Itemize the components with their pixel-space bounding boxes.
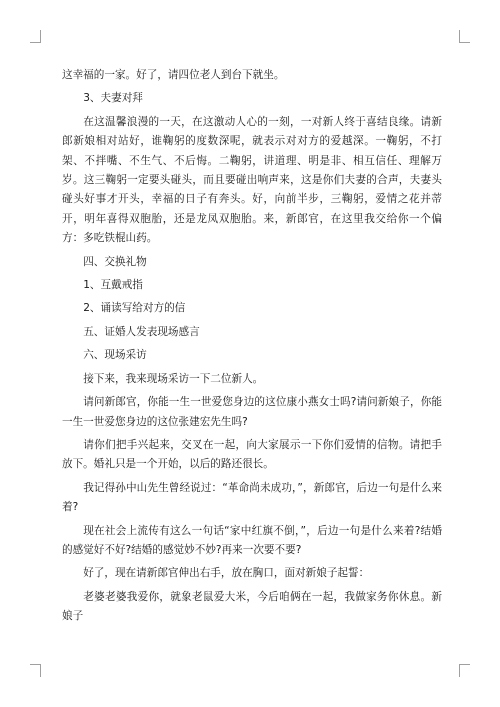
- heading-live-interview: 六、现场采访: [83, 349, 147, 362]
- paragraph-bow-ceremony: 在这温馨浪漫的一天，在这激动人心的一刻，一对新人终于喜结良缘。请新郎新娘相对站好，谁鞠躬的度数深呢，就表示对对方的爱越深。一鞠躬，不打架、不拌嘴、不生气、不后悔。二鞠躬，讲道理、明是非、相互信任、理解万岁。这三鞠躬一定要头碰头，而且要碰出响声来，这是你们夫妻的合声，夫妻头碰头好事才开头，幸福的日子有奔头。好，向前半步，三鞠躬，爱情之花并蒂开，明年喜得双胞胎，还是龙凤双胞胎。来，新郎官，在这里我交给你一个偏方：多吃铁棍山药。: [62, 115, 442, 245]
- item-exchange-rings: 1、互戴戒指: [83, 279, 143, 292]
- paragraph-saying: 现在社会上流传有这么一句话“家中红旗不倒，”，后边一句是什么来着?结婚的感觉好不好?结婚的感觉妙不妙?再来一次要不要?: [62, 524, 442, 556]
- crop-mark-top-left: [30, 30, 41, 43]
- heading-couple-bow: 3、夫妻对拜: [83, 92, 143, 105]
- paragraph-vow-question: 请问新郎官，你能一生一世爱您身边的这位康小燕女士吗?请问新娘子，你能一生一世爱您身边的这位张建宏先生吗?: [62, 396, 442, 428]
- crop-mark-bottom-left: [30, 664, 41, 677]
- heading-exchange-gifts: 四、交换礼物: [83, 255, 147, 268]
- paragraph-sun-quote: 我记得孙中山先生曾经说过：“革命尚未成功，”，新郎官，后边一句是什么来着?: [62, 481, 442, 514]
- paragraph-oath: 老婆老婆我爱你，就象老鼠爱大米，今后咱俩在一起，我做家务你休息。新娘子: [62, 590, 442, 623]
- paragraph-interview-intro: 接下来，我来现场采访一下二位新人。: [83, 372, 264, 385]
- paragraph-oath-intro: 好了，现在请新郎官伸出右手，放在胸口，面对新娘子起誓：: [83, 567, 370, 580]
- crop-mark-top-right: [459, 30, 470, 43]
- paragraph-closing-line: 这幸福的一家。好了，请四位老人到台下就坐。: [62, 69, 285, 81]
- item-read-letters: 2、诵读写给对方的信: [83, 302, 186, 315]
- document-body: [62, 66, 442, 631]
- crop-mark-bottom-right: [459, 664, 470, 677]
- paragraph-show-tokens: 请你们把手兴起来，交叉在一起，向大家展示一下你们爱情的信物。请把手放下。婚礼只是一个开始，以后的路还很长。: [62, 438, 442, 471]
- heading-witness-speech: 五、证婚人发表现场感言: [83, 325, 200, 338]
